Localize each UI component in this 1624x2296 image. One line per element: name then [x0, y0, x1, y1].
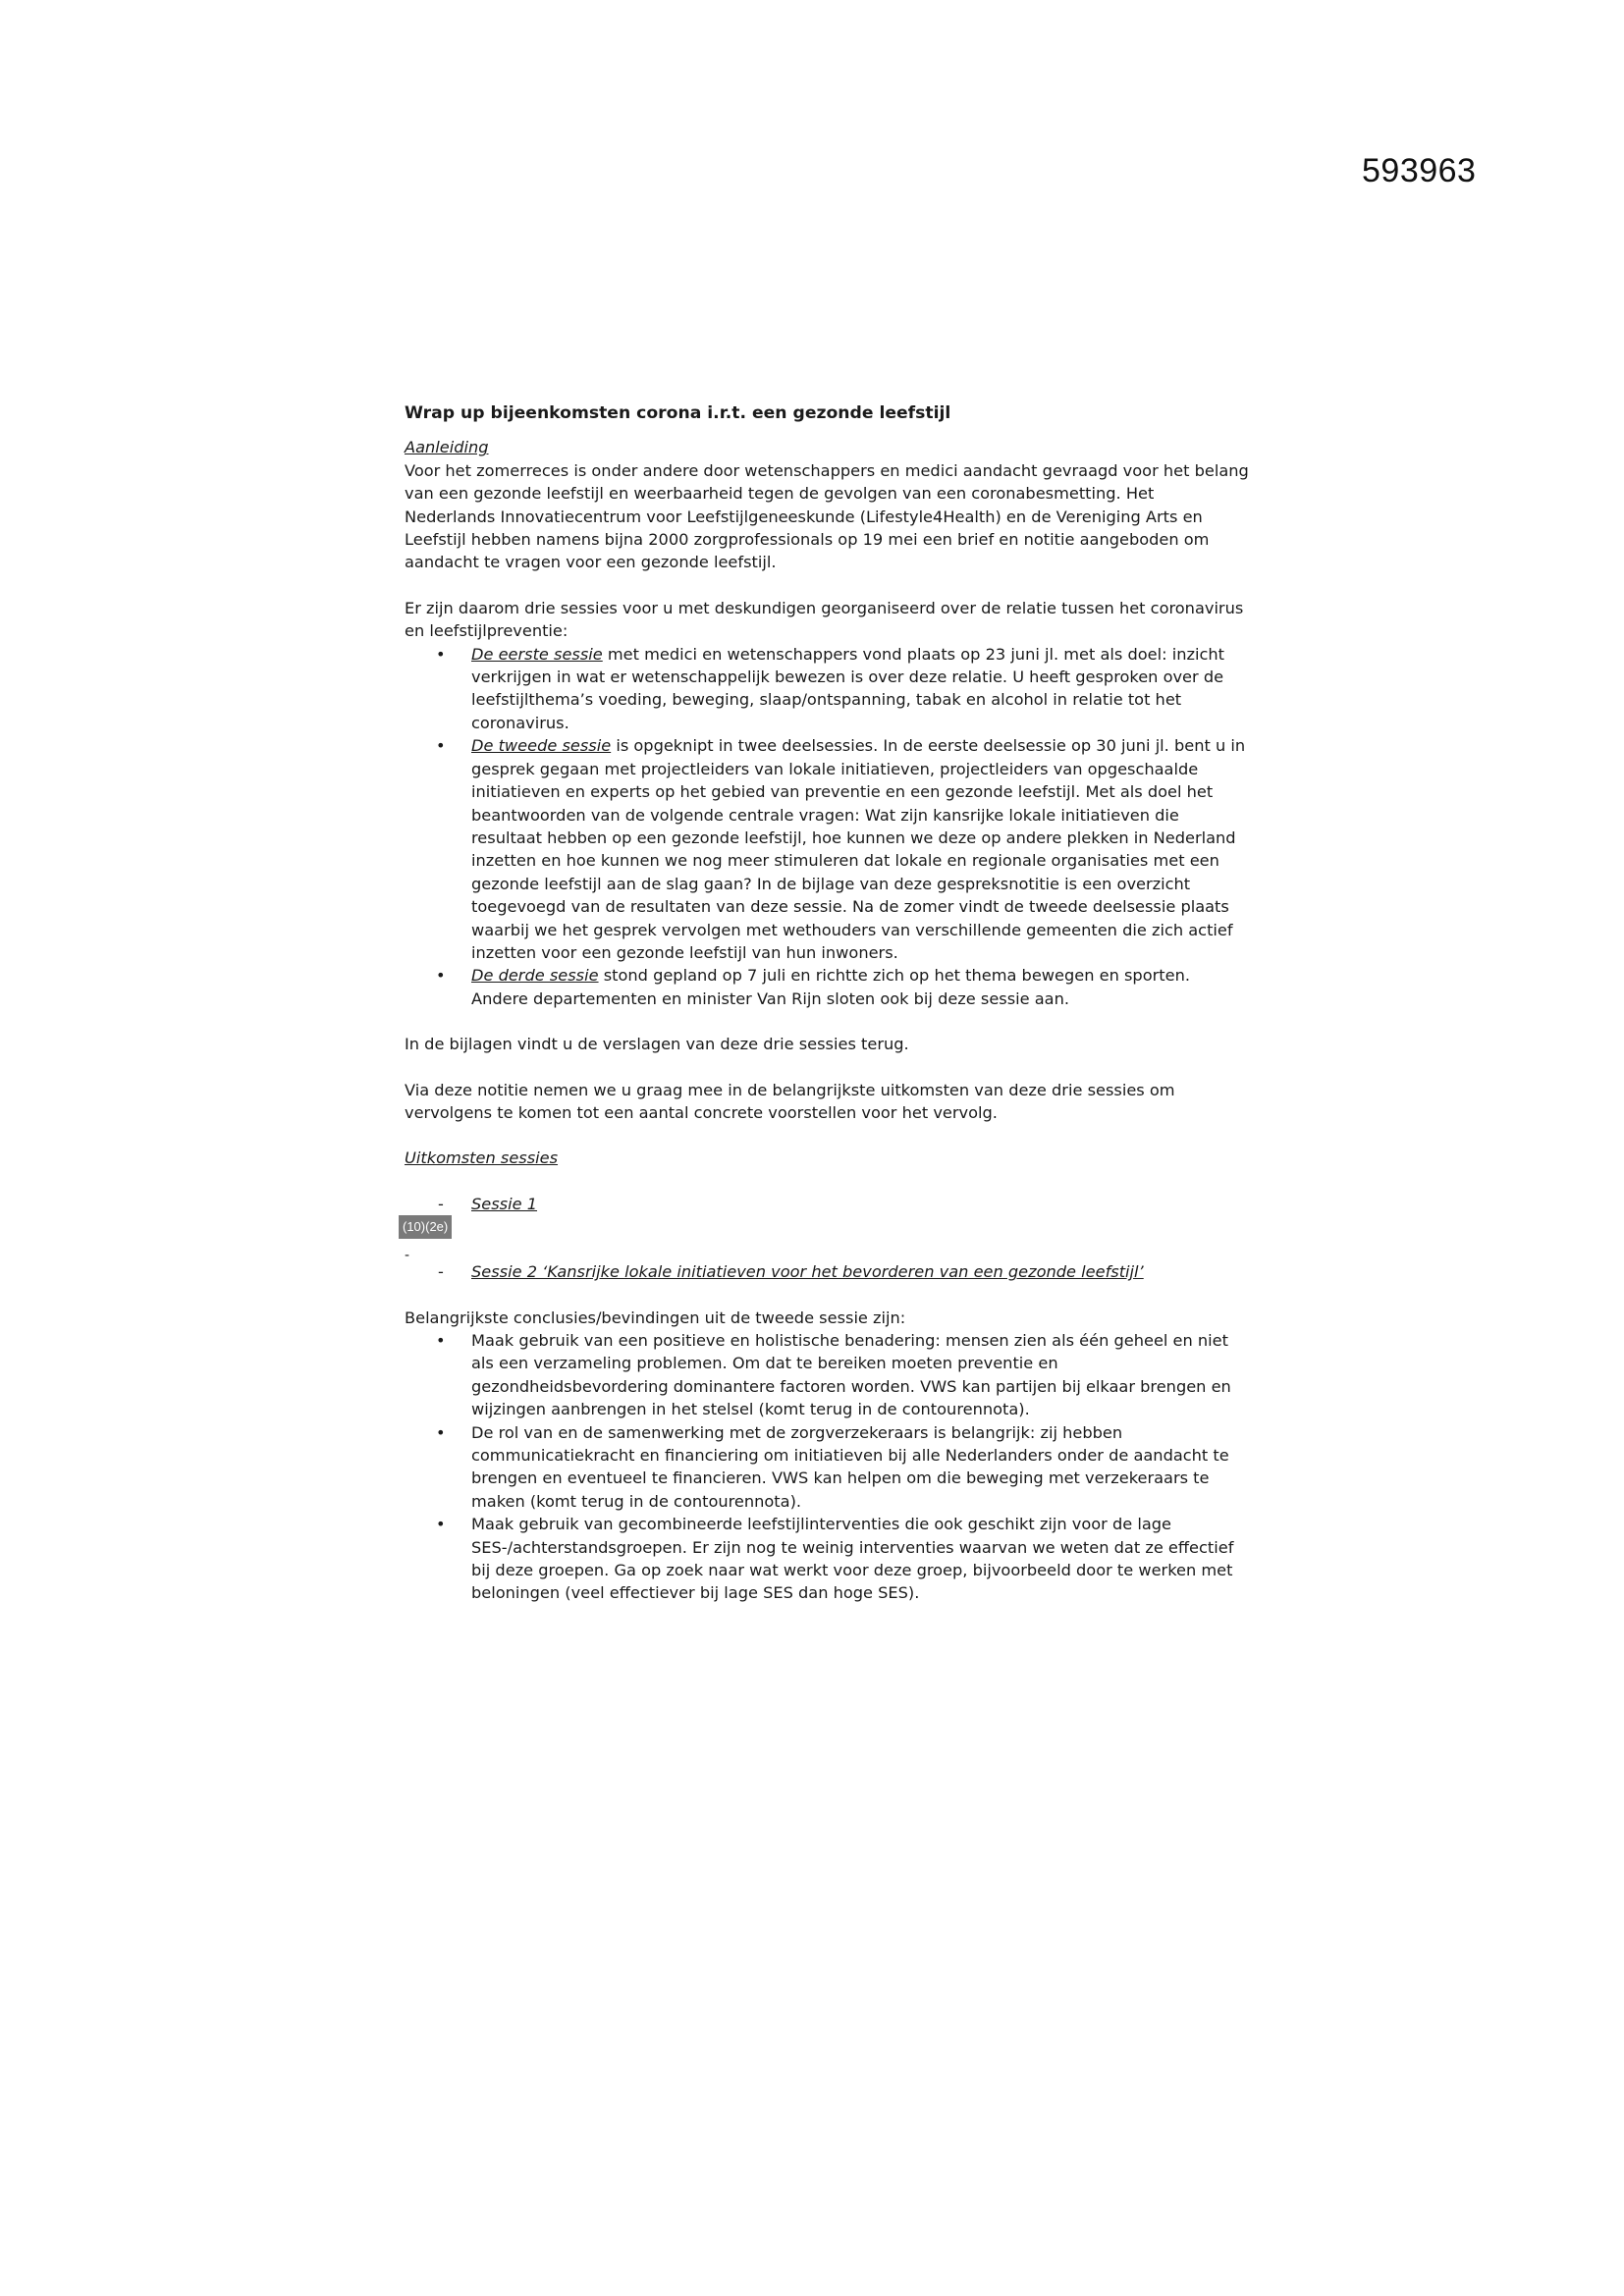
session-label: De derde sessie	[471, 966, 599, 986]
redaction-stamp: (10)(2e)	[399, 1215, 452, 1239]
notitie-paragraph: Via deze notitie nemen we u graag mee in de belangrijkste uitkomsten van deze drie sessies om vervolgens te komen tot een aantal concrete voorstellen voor het vervolg.	[405, 1080, 1175, 1122]
list-item	[405, 1329, 1249, 1421]
conclusies-list	[405, 1329, 1249, 1605]
bullet-icon: •	[436, 1422, 446, 1442]
list-item	[405, 964, 1249, 1010]
list-item	[405, 734, 1249, 964]
bullet-icon: •	[436, 1331, 446, 1350]
dash-marker: -	[438, 1262, 444, 1282]
list-item	[405, 643, 1249, 735]
sessions-list	[405, 643, 1249, 1011]
dash-marker: -	[438, 1194, 444, 1213]
bijlagen-paragraph: In de bijlagen vindt u de verslagen van deze drie sessies terug.	[405, 1035, 909, 1054]
sessie-1-row	[405, 1193, 1249, 1215]
session-label: De eerste sessie	[471, 644, 603, 664]
conclusie-text: Maak gebruik van gecombineerde leefstijlinterventies die ook geschikt zijn voor de lage SES-/achterstandsgroepen. Er zijn nog te weinig interventies waarvan we weten dat ze effectief bij deze groepen. Ga op zoek naar wat werkt voor deze groep, bijvoorbeeld door te werken met beloningen (veel effectiever bij lage SES dan hoge SES).	[471, 1515, 1234, 1603]
intro-paragraph: Er zijn daarom drie sessies voor u met deskundigen georganiseerd over de relatie tussen het coronavirus en leefstijlpreventie:	[405, 598, 1244, 641]
sessie-2-heading: Sessie 2 ‘Kansrijke lokale initiatieven voor het bevorderen van een gezonde leefstijl’	[471, 1262, 1144, 1282]
aanleiding-paragraph: Voor het zomerreces is onder andere door wetenschappers en medici aandacht gevraagd voor het belang van een gezonde leefstijl en weerbaarheid tegen de gevolgen van een coronabesmetting. Het Nederlands Innovatiecentrum voor Leefstijlgeneeskunde (Lifestyle4Health) en de Vereniging Arts en Leefstijl hebben namens bijna 2000 zorgprofessionals op 19 mei een brief en notitie aangeboden om aandacht te vragen voor een gezonde leefstijl.	[405, 460, 1249, 572]
section-heading-aanleiding: Aanleiding	[405, 438, 489, 457]
bullet-icon: •	[436, 736, 446, 756]
list-item	[405, 1513, 1249, 1605]
bullet-icon: •	[436, 1515, 446, 1534]
document-title: Wrap up bijeenkomsten corona i.r.t. een gezonde leefstijl	[405, 403, 951, 423]
bullet-icon: •	[436, 966, 446, 986]
conclusie-text: Maak gebruik van een positieve en holistische benadering: mensen zien als één geheel en niet als een verzameling problemen. Om dat te bereiken moeten preventie en gezondheidsbevordering dominantere factoren worden. VWS kan partijen bij elkaar brengen en wijzingen aanbrengen in het stelsel (komt terug in de contourennota).	[471, 1331, 1231, 1419]
list-item	[405, 1421, 1249, 1514]
conclusies-intro: Belangrijkste conclusies/bevindingen uit de tweede sessie zijn:	[405, 1308, 906, 1327]
document-number: 593963	[1362, 152, 1477, 189]
section-heading-uitkomsten: Uitkomsten sessies	[405, 1148, 559, 1168]
sessie-2-row	[405, 1260, 1249, 1283]
conclusie-text: De rol van en de samenwerking met de zorgverzekeraars is belangrijk: zij hebben communicatiekracht en financiering om initiatieven bij alle Nederlanders onder de aandacht te brengen en eventueel te financieren. VWS kan helpen om die beweging met verzekeraars te maken (komt terug in de contourennota).	[471, 1422, 1229, 1511]
stray-dash: -	[405, 1248, 410, 1264]
session-text: is opgeknipt in twee deelsessies. In de eerste deelsessie op 30 juni jl. bent u in gesprek gegaan met projectleiders van lokale initiatieven, projectleiders van opgeschaalde initiatieven en experts op het gebied van preventie en een gezonde leefstijl. Met als doel het beantwoorden van de volgende centrale vragen: Wat zijn kansrijke lokale initiatieven die resultaat hebben op een gezonde leefstijl, hoe kunnen we deze op andere plekken in Nederland inzetten en hoe kunnen we nog meer stimuleren dat lokale en regionale organisaties met een gezonde leefstijl aan de slag gaan? In de bijlage van deze gespreksnotitie is een overzicht toegevoegd van de resultaten van deze sessie. Na de zomer vindt de tweede deelsessie plaats waarbij we het gesprek vervolgen met wethouders van verschillende gemeenten die zich actief inzetten voor een gezonde leefstijl van hun inwoners.	[471, 736, 1246, 962]
document-body	[405, 402, 1249, 1605]
sessie-1-heading: Sessie 1	[471, 1194, 538, 1213]
redaction-row	[403, 1215, 1249, 1264]
session-text: met medici en wetenschappers vond plaats op 23 juni jl. met als doel: inzicht verkrijgen in wat er wetenschappelijk bewezen is over deze relatie. U heeft gesproken over de leefstijlthema’s voeding, beweging, slaap/ontspanning, tabak en alcohol in relatie tot het coronavirus.	[471, 644, 1224, 732]
session-label: De tweede sessie	[471, 736, 612, 756]
bullet-icon: •	[436, 644, 446, 664]
session-text: stond gepland op 7 juli en richtte zich op het thema bewegen en sporten. Andere departementen en minister Van Rijn sloten ook bij deze sessie aan.	[471, 966, 1190, 1008]
